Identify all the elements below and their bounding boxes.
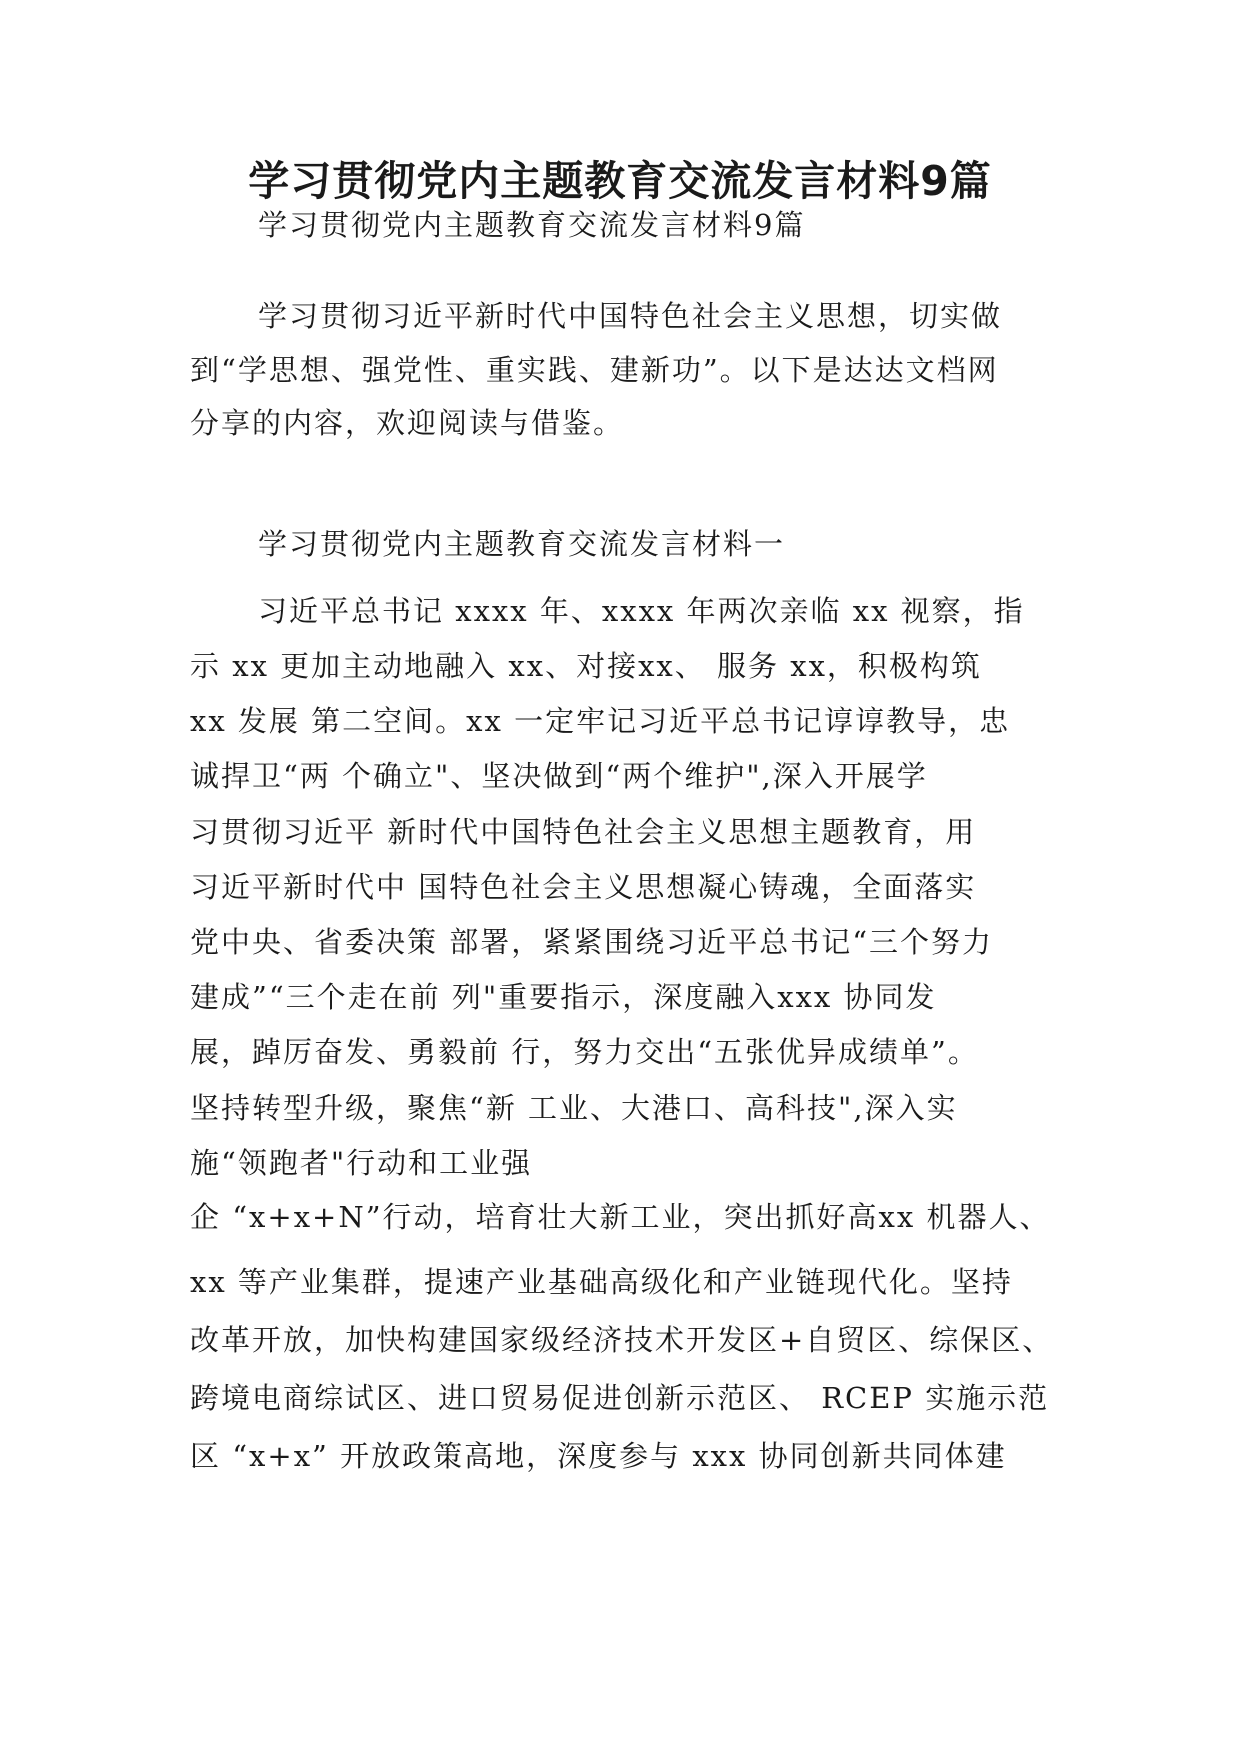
document-subtitle: 学习贯彻党内主题教育交流发言材料9篇 xyxy=(258,208,806,242)
body-line: 改革开放，加快构建国家级经济技术开发区+自贸区、综保区、 xyxy=(190,1323,1054,1357)
body-line: 区 “x+x” 开放政策高地，深度参与 xxx 协同创新共同体建 xyxy=(190,1439,1007,1473)
body-line: xx 发展 第二空间。xx 一定牢记习近平总书记谆谆教导，忠 xyxy=(190,704,1011,738)
body-line: 习近平总书记 xxxx 年、xxxx 年两次亲临 xx 视察，指 xyxy=(258,594,1025,628)
body-line: 示 xx 更加主动地融入 xx、对接xx、 服务 xx，积极构筑 xyxy=(190,649,982,683)
body-line: 党中央、省委决策 部署，紧紧围绕习近平总书记“三个努力 xyxy=(190,925,994,959)
body-line: 习近平新时代中 国特色社会主义思想凝心铸魂，全面落实 xyxy=(190,870,977,904)
body-line: 企 “x+x+N”行动，培育壮大新工业，突出抓好高xx 机器人、 xyxy=(190,1200,1051,1234)
body-line: 建成”“三个走在前 列"重要指示，深度融入xxx 协同发 xyxy=(190,980,937,1014)
body-line: 施“领跑者"行动和工业强 xyxy=(190,1146,533,1180)
body-line: 诚捍卫“两 个确立"、坚决做到“两个维护",深入开展学 xyxy=(190,759,928,793)
body-line: 坚持转型升级，聚焦“新 工业、大港口、高科技",深入实 xyxy=(190,1091,958,1125)
intro-line: 到“学思想、强党性、重实践、建新功”。以下是达达文档网 xyxy=(190,353,999,387)
intro-line: 分享的内容，欢迎阅读与借鉴。 xyxy=(190,406,625,440)
page-title: 学习贯彻党内主题教育交流发言材料9篇 xyxy=(248,157,992,205)
body-line: 展，踔厉奋发、勇毅前 行，努力交出“五张优异成绩单”。 xyxy=(190,1035,979,1069)
section-heading: 学习贯彻党内主题教育交流发言材料一 xyxy=(258,527,786,561)
intro-line: 学习贯彻习近平新时代中国特色社会主义思想，切实做 xyxy=(258,299,1003,333)
body-line: xx 等产业集群，提速产业基础高级化和产业链现代化。坚持 xyxy=(190,1265,1013,1299)
body-line: 习贯彻习近平 新时代中国特色社会主义思想主题教育，用 xyxy=(190,815,977,849)
body-line: 跨境电商综试区、进口贸易促进创新示范区、 RCEP 实施示范 xyxy=(190,1381,1050,1415)
